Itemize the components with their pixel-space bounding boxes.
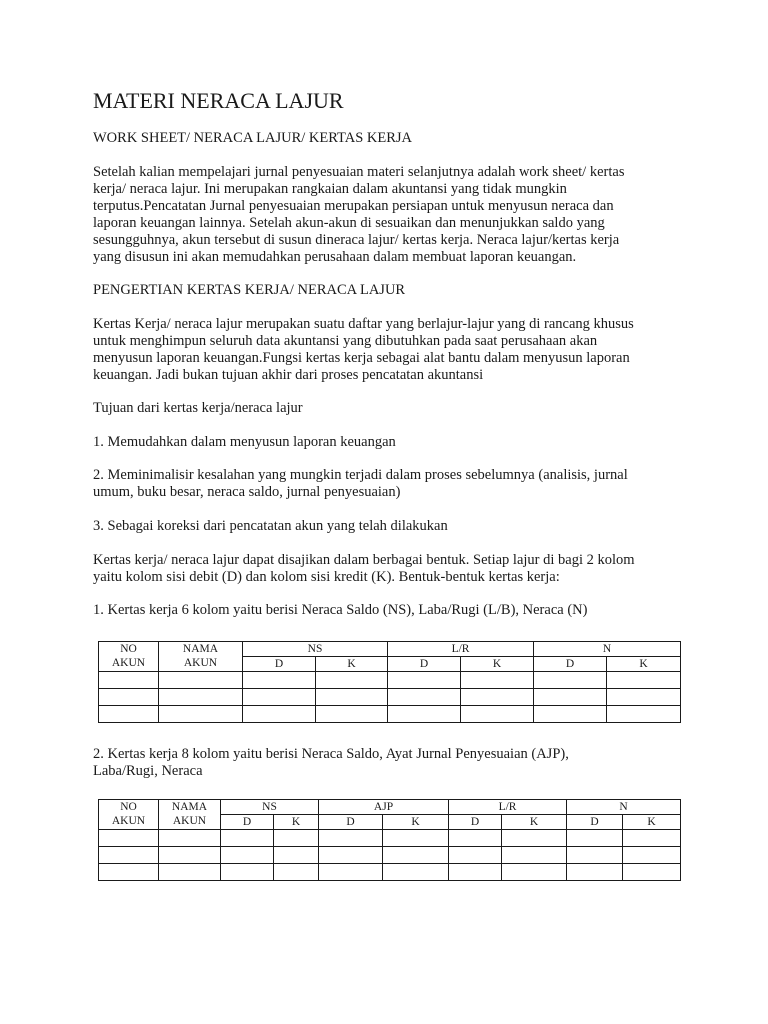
table-subheader-row <box>99 815 681 830</box>
header-kredit: K <box>607 657 681 672</box>
header-kredit: K <box>383 815 449 830</box>
paragraph-line: kerja/ neraca lajur. Ini merupakan rangkaian dalam akuntansi yang tidak mungkin <box>93 181 567 197</box>
section-heading-worksheet: WORK SHEET/ NERACA LAJUR/ KERTAS KERJA <box>93 130 412 146</box>
purpose-item-1: 1. Memudahkan dalam menyusun laporan keuangan <box>93 434 396 450</box>
paragraph-line: yang disusun ini akan memudahkan perusahaan dalam membuat laporan keuangan. <box>93 249 577 265</box>
header-kredit: K <box>623 815 681 830</box>
header-group-ajp: AJP <box>319 800 449 815</box>
header-akun: AKUN <box>99 657 159 672</box>
header-debit: D <box>221 815 274 830</box>
header-akun: AKUN <box>159 657 243 672</box>
paragraph-line: laporan keuangan lainnya. Setelah akun-akun di sesuaikan dan menunjukkan saldo yang <box>93 215 605 231</box>
header-kredit: K <box>316 657 388 672</box>
header-no: NO <box>99 642 159 657</box>
table-header-row <box>99 642 681 657</box>
paragraph-line: umum, buku besar, neraca saldo, jurnal penyesuaian) <box>93 484 401 500</box>
section-heading-definition: PENGERTIAN KERTAS KERJA/ NERACA LAJUR <box>93 282 406 298</box>
header-kredit: K <box>274 815 319 830</box>
header-kredit: K <box>461 657 534 672</box>
paragraph-line: sesungguhnya, akun tersebut di susun dineraca lajur/ kertas kerja. Neraca lajur/kertas kerja <box>93 232 620 248</box>
header-group-lr: L/R <box>388 642 534 657</box>
worksheet-table-8-column <box>98 799 681 881</box>
header-group-n: N <box>534 642 681 657</box>
table-row <box>99 847 681 864</box>
paragraph-line: Setelah kalian mempelajari jurnal penyesuaian materi selanjutnya adalah work sheet/ kertas <box>93 164 625 180</box>
header-group-n: N <box>567 800 681 815</box>
paragraph-line: keuangan. Jadi bukan tujuan akhir dari proses pencatatan akuntansi <box>93 367 484 383</box>
table-row <box>99 672 681 689</box>
form1-caption: 1. Kertas kerja 6 kolom yaitu berisi Neraca Saldo (NS), Laba/Rugi (L/B), Neraca (N) <box>93 602 588 618</box>
paragraph-line: yaitu kolom sisi debit (D) dan kolom sisi kredit (K). Bentuk-bentuk kertas kerja: <box>93 569 560 585</box>
header-akun: AKUN <box>99 815 159 830</box>
paragraph-line: 2. Kertas kerja 8 kolom yaitu berisi Neraca Saldo, Ayat Jurnal Penyesuaian (AJP), <box>93 746 569 762</box>
header-debit: D <box>388 657 461 672</box>
table-header-row <box>99 800 681 815</box>
header-debit: D <box>567 815 623 830</box>
table-subheader-row <box>99 657 681 672</box>
header-debit: D <box>243 657 316 672</box>
purpose-item-3: 3. Sebagai koreksi dari pencatatan akun yang telah dilakukan <box>93 518 448 534</box>
header-debit: D <box>449 815 502 830</box>
paragraph-line: untuk menghimpun seluruh data akuntansi yang dibutuhkan pada saat perusahaan akan <box>93 333 598 349</box>
header-nama: NAMA <box>159 800 221 815</box>
paragraph-line: Laba/Rugi, Neraca <box>93 763 203 779</box>
paragraph-line: Kertas kerja/ neraca lajur dapat disajikan dalam berbagai bentuk. Setiap lajur di bagi 2 kolom <box>93 552 635 568</box>
header-debit: D <box>319 815 383 830</box>
table-row <box>99 830 681 847</box>
header-group-ns: NS <box>243 642 388 657</box>
header-no: NO <box>99 800 159 815</box>
table-row <box>99 689 681 706</box>
header-akun: AKUN <box>159 815 221 830</box>
header-group-ns: NS <box>221 800 319 815</box>
document-title: MATERI NERACA LAJUR <box>93 88 344 113</box>
worksheet-table-6-column <box>98 641 681 723</box>
paragraph-line: Kertas Kerja/ neraca lajur merupakan suatu daftar yang berlajur-lajur yang di rancang khusus <box>93 316 634 332</box>
table-row <box>99 706 681 723</box>
table-row <box>99 864 681 881</box>
header-nama: NAMA <box>159 642 243 657</box>
paragraph-line: terputus.Pencatatan Jurnal penyesuaian merupakan persiapan untuk menyusun neraca dan <box>93 198 614 214</box>
purpose-heading: Tujuan dari kertas kerja/neraca lajur <box>93 400 303 416</box>
header-kredit: K <box>502 815 567 830</box>
header-group-lr: L/R <box>449 800 567 815</box>
header-debit: D <box>534 657 607 672</box>
paragraph-line: menyusun laporan keuangan.Fungsi kertas kerja sebagai alat bantu dalam menyusun laporan <box>93 350 630 366</box>
paragraph-line: 2. Meminimalisir kesalahan yang mungkin terjadi dalam proses sebelumnya (analisis, jurnal <box>93 467 628 483</box>
